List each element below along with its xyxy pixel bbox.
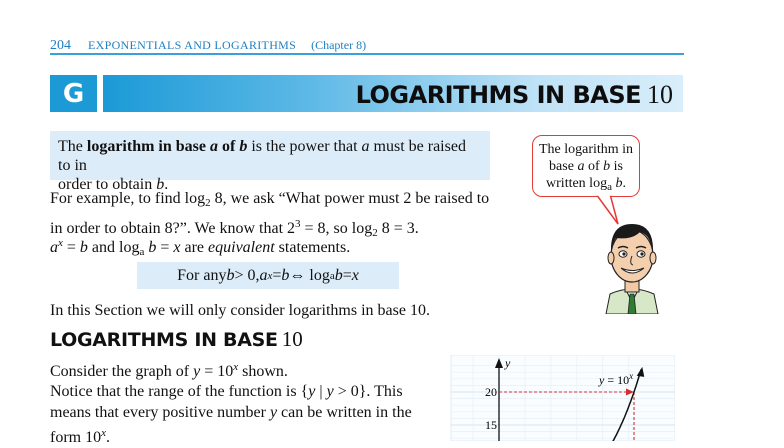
math-op: =: [156, 239, 174, 256]
eq-text: =: [342, 266, 352, 284]
bubble-text: The logarithm in: [538, 142, 634, 157]
subscript: a: [139, 246, 145, 258]
subheading: [50, 327, 303, 352]
math-var: b: [603, 159, 611, 174]
math-var: y: [269, 404, 278, 421]
boxed-equation: [137, 262, 399, 289]
intro-text: Consider the graph of: [50, 363, 194, 380]
intro-text: shown.: [238, 363, 288, 380]
header-chapter: (Chapter 8): [311, 38, 367, 52]
example-text: 8 = 3.: [377, 220, 419, 237]
definition-text: order to obtain: [58, 176, 157, 193]
math-var: a: [50, 239, 58, 256]
bubble-text: is: [610, 159, 623, 174]
bubble-text: base: [549, 159, 578, 174]
cartoon-teacher-illustration: [602, 210, 662, 314]
definition-box: [50, 131, 490, 193]
intro-text: = 10: [200, 363, 234, 380]
running-header: [50, 38, 366, 54]
math-op: =: [62, 239, 80, 256]
example-text: in order to obtain 8?”. We know that 2: [50, 220, 296, 237]
page-number: 204: [50, 38, 71, 53]
example-text: 8, we ask “What power must 2 be raised to: [210, 190, 490, 207]
example-text: = 8, so log: [300, 220, 373, 237]
example-text: For example, to find log: [50, 190, 206, 207]
y-tick-label: 15: [485, 418, 497, 432]
emphasis-text: equivalent: [208, 239, 275, 256]
superscript: x: [58, 237, 63, 249]
eq-text: =: [272, 266, 282, 284]
math-var: y: [326, 383, 334, 400]
header-rule: [50, 53, 684, 55]
math-var: b: [148, 239, 157, 256]
definition-text: must be raised to in: [58, 138, 466, 174]
superscript: x: [101, 427, 106, 439]
range-text: |: [315, 383, 327, 400]
subscript: 2: [205, 197, 211, 209]
math-var: y: [308, 383, 316, 400]
definition-var: b: [156, 176, 165, 193]
y-axis-label: y: [505, 356, 511, 370]
superscript: 3: [295, 218, 301, 230]
exponential-graph: [447, 355, 675, 441]
superscript: x: [233, 361, 239, 373]
range-paragraph: [50, 381, 412, 448]
definition-text: is the power that: [247, 138, 362, 155]
equivalence-statement: [50, 233, 350, 263]
section-title: [356, 80, 673, 110]
y-tick-label: 20: [485, 385, 497, 399]
equivalence-text: and log: [87, 239, 140, 256]
subscript: a: [329, 269, 335, 282]
equivalence-text: are: [180, 239, 209, 256]
eq-text: ⇔ log: [289, 266, 330, 284]
math-var: a: [259, 266, 268, 284]
section-letter: G: [62, 78, 85, 109]
range-text: > 0}. This: [333, 383, 403, 400]
section-title-bar: [103, 75, 683, 112]
math-var: b: [334, 266, 343, 284]
math-var: b: [281, 266, 290, 284]
definition-text: .: [164, 176, 169, 193]
equivalence-text: statements.: [274, 239, 351, 256]
range-text: Notice that the range of the function is {: [50, 383, 309, 400]
bubble-text: written log: [546, 176, 608, 191]
subscript: a: [607, 181, 612, 193]
definition-text: The: [58, 138, 87, 155]
math-var: x: [173, 239, 181, 256]
header-section-title: EXPONENTIALS AND LOGARITHMS: [88, 38, 297, 52]
eq-text: For any: [177, 266, 227, 284]
definition-var-a: a: [210, 138, 218, 155]
math-var: a: [577, 159, 585, 174]
function-label: $y = 10^x$: [599, 371, 634, 387]
definition-var-b: b: [239, 138, 248, 155]
bubble-text: of: [584, 159, 604, 174]
definition-bold: of: [218, 138, 240, 155]
eq-text: > 0,: [234, 266, 260, 284]
graph-intro: [50, 357, 288, 382]
subheading-number: 10: [281, 327, 303, 351]
bubble-text: .: [622, 176, 626, 191]
subheading-words: LOGARITHMS IN BASE: [50, 329, 278, 351]
section-title-number: 10: [647, 80, 673, 109]
superscript: x: [267, 269, 273, 282]
math-var: b: [226, 266, 235, 284]
range-text: means that every positive number: [50, 404, 270, 421]
math-var: y: [193, 363, 201, 380]
math-var: x: [351, 266, 359, 284]
definition-bold: logarithm in base: [86, 138, 210, 155]
section-note: In this Section we will only consider logarithms in base 10.: [50, 302, 430, 319]
speech-bubble: [532, 135, 640, 197]
section-title-words: LOGARITHMS IN BASE: [355, 81, 641, 109]
range-text: .: [106, 429, 110, 446]
range-text: form 10: [50, 429, 102, 446]
subscript: 2: [372, 227, 378, 239]
math-var: b: [615, 176, 623, 191]
math-var: b: [79, 239, 88, 256]
definition-var: a: [361, 138, 370, 155]
range-text: can be written in the: [277, 404, 412, 421]
section-letter-badge: [50, 75, 97, 112]
